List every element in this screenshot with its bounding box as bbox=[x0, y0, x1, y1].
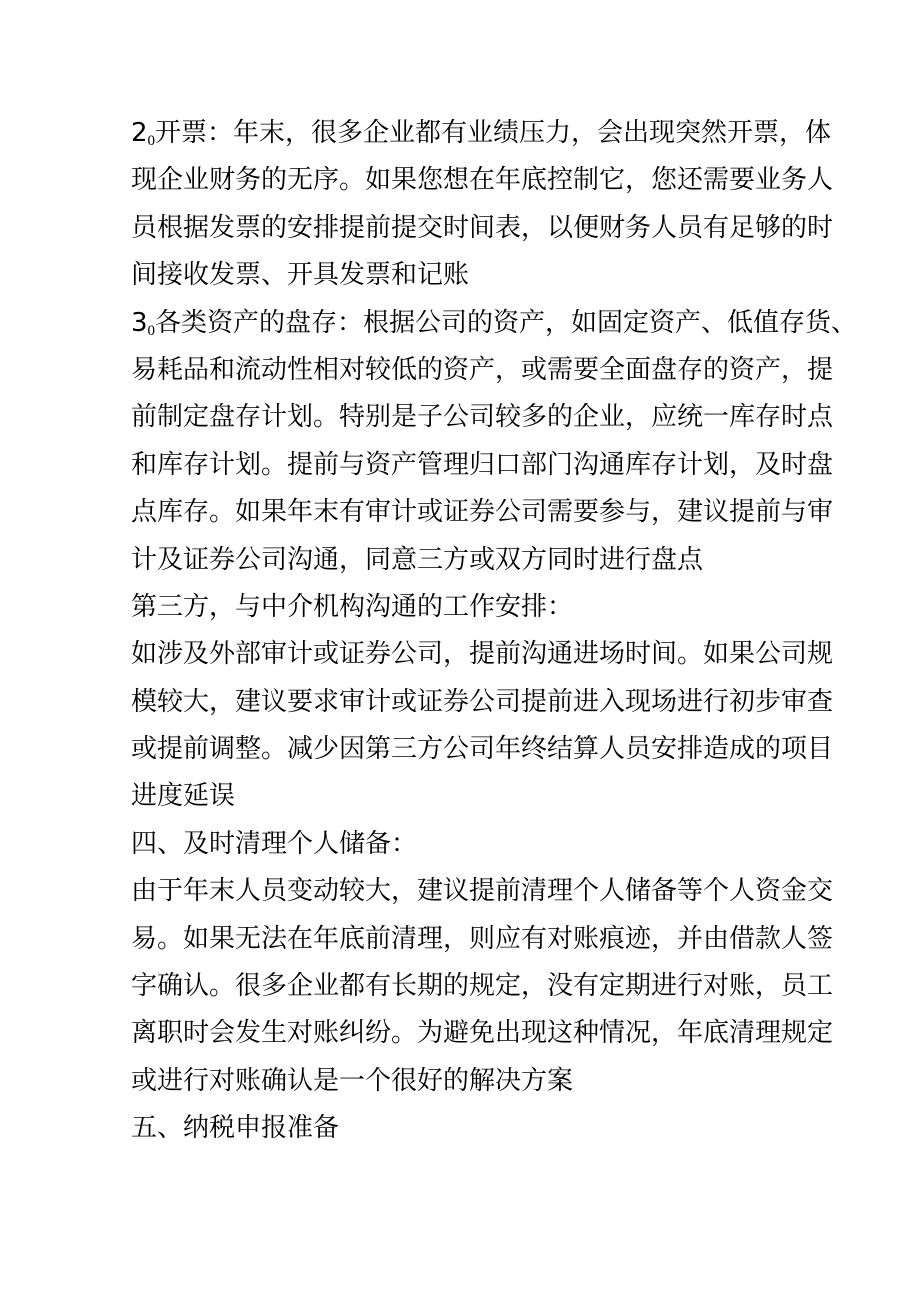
item-number: 3 bbox=[131, 307, 148, 338]
section-heading bbox=[131, 584, 811, 631]
text-line bbox=[131, 773, 811, 820]
line-text: 或进行对账确认是一个很好的解决方案 bbox=[131, 1065, 574, 1096]
text-line bbox=[131, 252, 811, 299]
text-line bbox=[131, 726, 834, 773]
text-line bbox=[131, 157, 834, 204]
document-body bbox=[131, 110, 858, 1153]
line-text: 计及证券公司沟通，同意三方或双方同时进行盘点 bbox=[131, 544, 704, 575]
line-text: 由于年末人员变动较大，建议提前清理个人储备等个人资金交 bbox=[131, 876, 834, 907]
line-text: 前制定盘存计划。特别是子公司较多的企业，应统一库存时点 bbox=[131, 402, 834, 433]
item-number: 2 bbox=[131, 118, 148, 148]
line-text: 各类资产的盘存：根据公司的资产，如固定资产、低值存货、 bbox=[155, 307, 858, 338]
line-text: 五、纳税申报准备 bbox=[131, 1113, 340, 1144]
line-text: 开票：年末，很多企业都有业绩压力，会出现突然开票，体 bbox=[155, 118, 832, 148]
text-line bbox=[131, 868, 834, 915]
line-text: 如涉及外部审计或证券公司，提前沟通进场时间。如果公司规 bbox=[131, 639, 834, 670]
item-number-subscript: 0 bbox=[147, 322, 156, 339]
text-line bbox=[131, 442, 834, 489]
text-line bbox=[131, 1010, 834, 1057]
text-line bbox=[131, 916, 834, 963]
text-line bbox=[131, 537, 811, 584]
line-text: 第三方，与中介机构沟通的工作安排： bbox=[131, 591, 574, 622]
line-text: 四、及时清理个人储备： bbox=[131, 828, 418, 859]
line-text: 点库存。如果年末有审计或证券公司需要参与，建议提前与审 bbox=[131, 497, 834, 528]
line-text: 易耗品和流动性相对较低的资产，或需要全面盘存的资产，提 bbox=[131, 354, 834, 385]
line-text: 离职时会发生对账纠纷。为避免出现这种情况，年底清理规定 bbox=[131, 1018, 834, 1049]
line-text: 员根据发票的安排提前提交时间表，以便财务人员有足够的时 bbox=[131, 212, 834, 243]
section-heading bbox=[131, 1105, 811, 1152]
text-line bbox=[131, 347, 834, 394]
text-line bbox=[131, 205, 834, 252]
line-text: 字确认。很多企业都有长期的规定，没有定期进行对账，员工 bbox=[131, 971, 834, 1002]
line-text: 间接收发票、开具发票和记账 bbox=[131, 260, 470, 291]
line-text: 易。如果无法在年底前清理，则应有对账痕迹，并由借款人签 bbox=[131, 923, 834, 954]
section-heading bbox=[131, 821, 811, 868]
text-line bbox=[131, 489, 834, 536]
text-line bbox=[131, 679, 834, 726]
line-text: 或提前调整。减少因第三方公司年终结算人员安排造成的项目 bbox=[131, 734, 834, 765]
text-line bbox=[131, 1058, 811, 1105]
line-text: 进度延误 bbox=[131, 781, 236, 812]
text-line bbox=[131, 394, 834, 441]
line-text: 模较大，建议要求审计或证券公司提前进入现场进行初步审查 bbox=[131, 686, 834, 717]
text-line bbox=[131, 631, 834, 678]
text-line bbox=[131, 300, 858, 347]
line-text: 和库存计划。提前与资产管理归口部门沟通库存计划，及时盘 bbox=[131, 449, 834, 480]
text-line bbox=[131, 110, 832, 157]
item-number-subscript: 0 bbox=[147, 133, 156, 149]
line-text: 现企业财务的无序。如果您想在年底控制它，您还需要业务人 bbox=[131, 165, 834, 196]
text-line bbox=[131, 963, 834, 1010]
